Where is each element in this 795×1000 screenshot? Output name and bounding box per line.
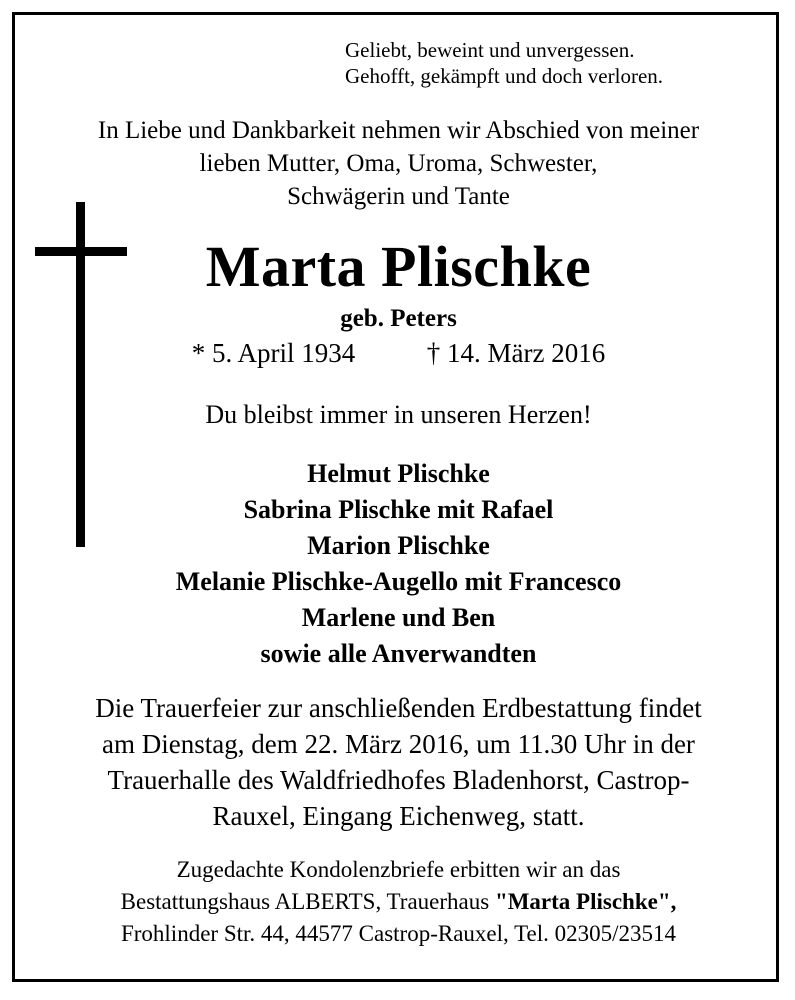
mourning-house-name: "Marta Plischke", [494,889,677,914]
mourner-6: sowie alle Anverwandten [260,639,537,668]
service-line-4: Rauxel, Eingang Eichenweg, statt. [212,801,585,831]
service-line-1: Die Trauerfeier zur anschließenden Erdbestattung findet [95,693,702,723]
condolences-address: Frohlinder Str. 44, 44577 Castrop-Rauxel, Tel. 02305/23514 [120,921,677,946]
quote: Du bleibst immer in unseren Herzen! [205,400,592,429]
intro-line-2: lieben Mutter, Oma, Uroma, Schwester, [199,150,598,177]
funeral-home: Bestattungshaus ALBERTS, Trauerhaus [120,889,495,914]
motto-line-2: Gehofft, gekämpft und doch verloren. [345,64,664,88]
deceased-name: Marta Plischke [205,234,592,299]
motto-line-1: Geliebt, beweint und unvergessen. [345,38,635,62]
service-line-3: Trauerhalle des Waldfriedhofes Bladenhorst, Castrop- [107,765,690,795]
mourner-2: Sabrina Plischke mit Rafael [243,495,554,524]
obituary-notice [12,12,779,982]
mourner-3: Marion Plischke [307,531,490,560]
mourner-4: Melanie Plischke-Augello mit Francesco [175,567,622,596]
mourner-1: Helmut Plischke [307,459,490,488]
condolences-line-2 [15,887,782,916]
maiden-name: geb. Peters [340,305,457,332]
service-line-2: am Dienstag, dem 22. März 2016, um 11.30 Uhr in der [102,729,695,759]
intro-line-3: Schwägerin und Tante [287,183,510,210]
mourner-5: Marlene und Ben [301,603,496,632]
intro-line-1: In Liebe und Dankbarkeit nehmen wir Abschied von meiner [97,117,700,144]
death-date: † 14. März 2016 [426,338,606,368]
life-dates [15,338,782,369]
condolences-line-1: Zugedachte Kondolenzbriefe erbitten wir an das [176,857,621,882]
birth-date: * 5. April 1934 [191,338,356,368]
